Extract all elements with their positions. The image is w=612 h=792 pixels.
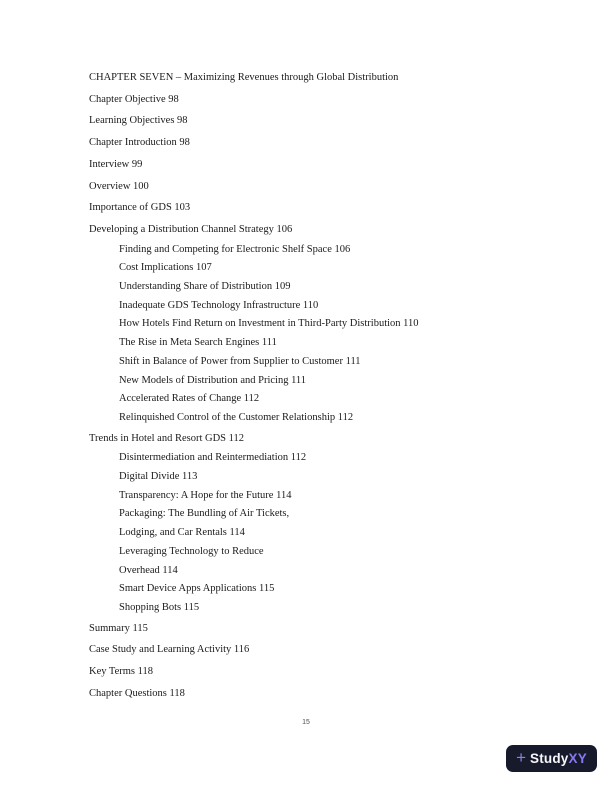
toc-list — [89, 89, 582, 705]
toc-item: Case Study and Learning Activity 116 — [89, 644, 250, 656]
toc-item: Key Terms 118 — [89, 666, 154, 678]
toc-item: Shift in Balance of Power from Supplier to Customer 111 — [119, 355, 361, 367]
toc-item: Finding and Competing for Electronic Shelf Space 106 — [119, 243, 351, 255]
page-number: 15 — [302, 719, 310, 726]
toc-item: Interview 99 — [89, 158, 143, 170]
toc-item: Inadequate GDS Technology Infrastructure 110 — [119, 299, 319, 311]
toc-item: Chapter Introduction 98 — [89, 137, 190, 149]
toc-item: Chapter Questions 118 — [89, 687, 185, 699]
toc-item: Digital Divide 113 — [119, 471, 198, 483]
toc-item: Understanding Share of Distribution 109 — [119, 281, 291, 293]
brand-name-accent: XY — [568, 750, 587, 766]
toc-item: Learning Objectives 98 — [89, 115, 188, 127]
toc-item: Overhead 114 — [119, 564, 178, 576]
brand-name — [530, 752, 587, 766]
toc-item: Relinquished Control of the Customer Relationship 112 — [119, 411, 354, 423]
plus-icon: + — [516, 748, 526, 767]
toc-item: Accelerated Rates of Change 112 — [119, 393, 260, 405]
brand-name-primary: Study — [530, 750, 569, 766]
toc-item: Cost Implications 107 — [119, 262, 212, 274]
toc-item: Trends in Hotel and Resort GDS 112 — [89, 432, 244, 444]
chapter-title: CHAPTER SEVEN – Maximizing Revenues through Global Distribution — [89, 72, 399, 83]
toc-item: Smart Device Apps Applications 115 — [119, 583, 275, 595]
toc-item: Transparency: A Hope for the Future 114 — [119, 489, 292, 501]
toc-item: New Models of Distribution and Pricing 111 — [119, 374, 307, 386]
toc-item: Lodging, and Car Rentals 114 — [119, 527, 245, 539]
toc-item: Overview 100 — [89, 180, 149, 192]
toc-item: Disintermediation and Reintermediation 112 — [119, 452, 307, 464]
toc-item: Leveraging Technology to Reduce — [119, 545, 264, 557]
toc-item: Importance of GDS 103 — [89, 202, 191, 214]
studyxy-badge — [506, 745, 597, 772]
toc-item: Developing a Distribution Channel Strategy 106 — [89, 223, 293, 235]
toc-item: Chapter Objective 98 — [89, 93, 179, 105]
toc-item: Summary 115 — [89, 622, 148, 634]
toc-item: The Rise in Meta Search Engines 111 — [119, 337, 277, 349]
toc-item: How Hotels Find Return on Investment in Third-Party Distribution 110 — [119, 318, 419, 330]
toc-item: Packaging: The Bundling of Air Tickets, — [119, 508, 290, 520]
table-of-contents — [89, 67, 582, 705]
toc-item: Shopping Bots 115 — [119, 601, 200, 613]
